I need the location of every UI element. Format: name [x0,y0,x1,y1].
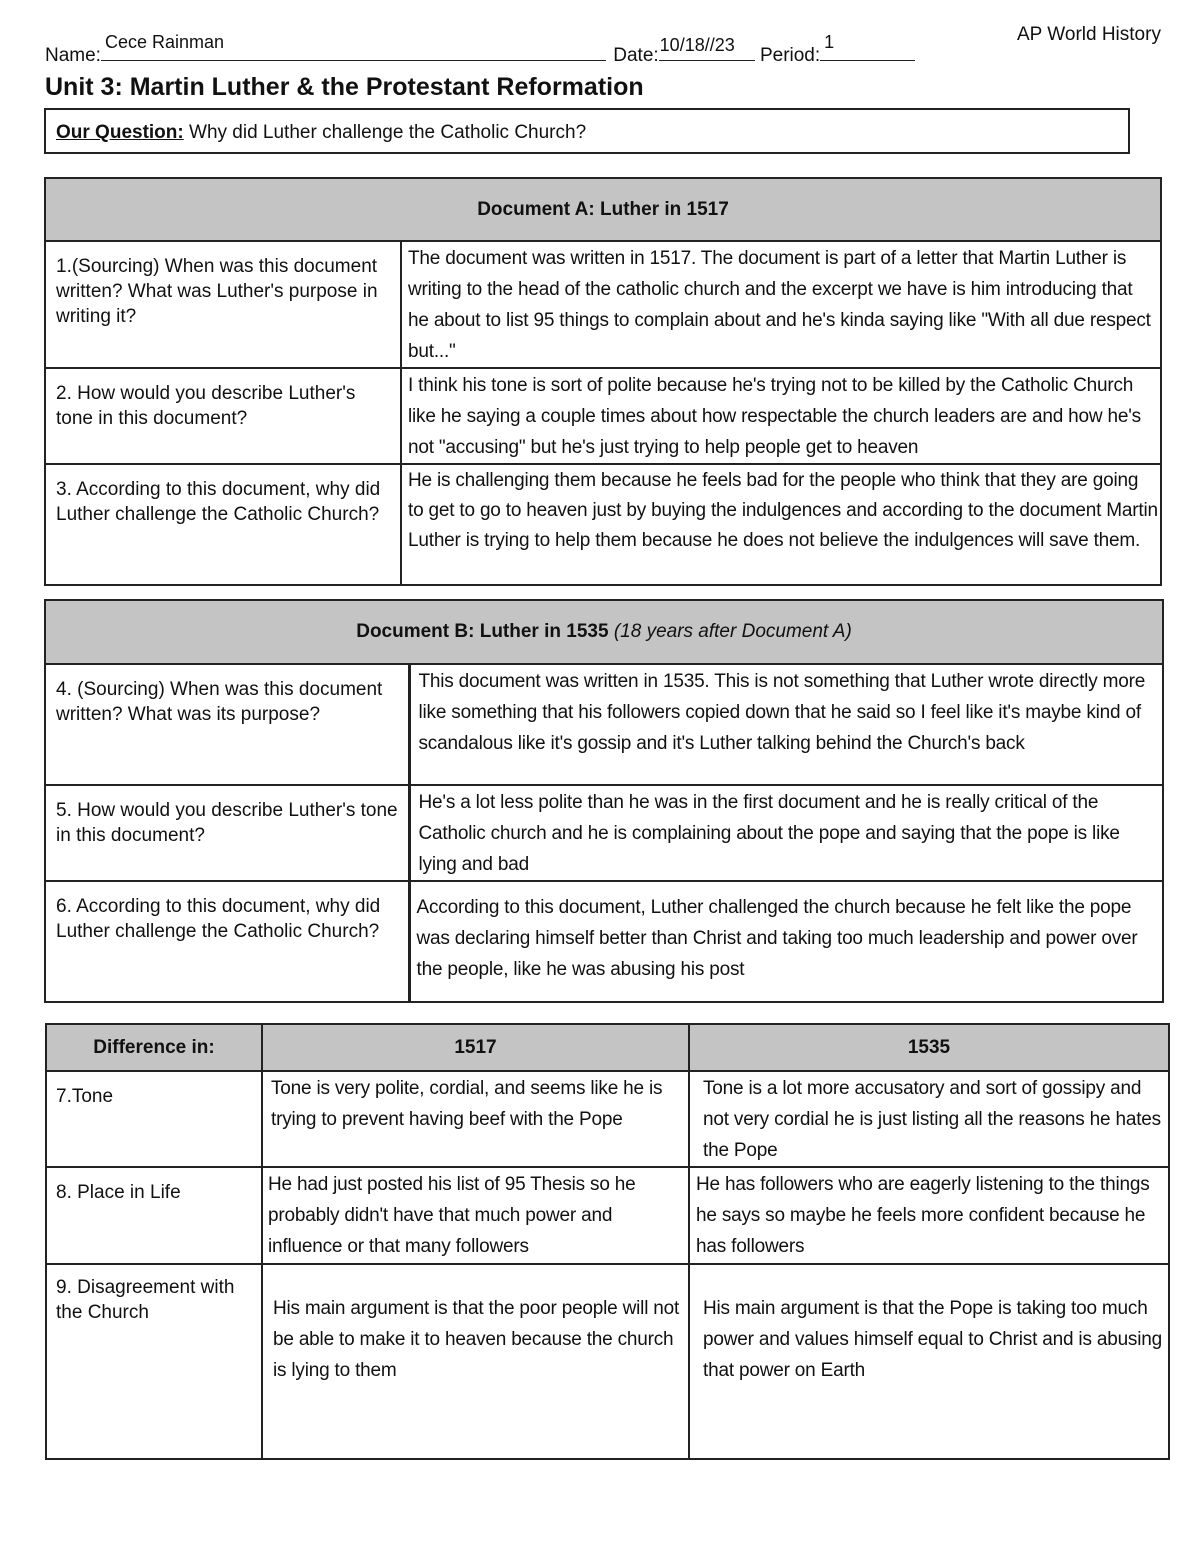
date-field[interactable] [659,35,755,61]
cell-1535-tone[interactable]: Tone is a lot more accusatory and sort of gossipy and not very cordial he is just listing all the reasons he hates the Pope [689,1071,1169,1167]
period-label: Period: [759,45,821,66]
row-label-place-in-life: 8. Place in Life [46,1167,262,1264]
answer-4[interactable]: This document was written in 1535. This is not something that Luther wrote directly more like something that his followers copied down that he said so I feel like it's maybe kind of scandalous like it's gossip and it's Luther talking behind the Church's back [409,664,1163,785]
answer-6[interactable]: According to this document, Luther challenged the church because he felt like the pope was declaring himself better than Christ and taking too much leadership and power over the people, like he was abusing his post [409,881,1163,1002]
guiding-question-box [44,108,1130,154]
question-2: 2. How would you describe Luther's tone in this document? [45,368,401,464]
document-b-heading [45,600,1163,664]
header-difference: Difference in: [46,1024,262,1071]
answer-5[interactable]: He's a lot less polite than he was in the first document and he is really critical of the Catholic church and he is complaining about the pope and saying that the pope is like lying and bad [409,785,1163,881]
answer-2[interactable]: I think his tone is sort of polite because he's trying not to be killed by the Catholic Church like he saying a couple times about how respectable the church leaders are and how he's not "accusing" but he's just trying to help people get to heaven [401,368,1161,464]
question-text: Why did Luther challenge the Catholic Church? [189,122,587,143]
answer-3[interactable]: He is challenging them because he feels bad for the people who think that they are going to get to go to heaven just by buying the indulgences and according to the document Martin Luther is trying to help them because he does not believe the indulgences will save them. [401,464,1161,585]
date-value: 10/18//23 [659,35,735,55]
document-b-table [44,599,1164,1003]
row-label-tone: 7.Tone [46,1071,262,1167]
header-1535: 1535 [689,1024,1169,1071]
cell-1535-place[interactable]: He has followers who are eagerly listening to the things he says so maybe he feels more confident because he has followers [689,1167,1169,1264]
cell-1517-tone[interactable]: Tone is very polite, cordial, and seems like he is trying to prevent having beef with the Pope [262,1071,689,1167]
question-3: 3. According to this document, why did Luther challenge the Catholic Church? [45,464,401,585]
name-value: Cece Rainman [104,32,225,52]
document-b-note: (18 years after Document A) [613,621,852,642]
course-label: AP World History [1017,24,1161,45]
row-label-disagreement: 9. Disagreement with the Church [46,1264,262,1459]
cell-1517-place[interactable]: He had just posted his list of 95 Thesis so he probably didn't have that much power and influence or that many followers [262,1167,689,1264]
name-field[interactable] [101,32,606,61]
page-title: Unit 3: Martin Luther & the Protestant Reformation [45,73,644,101]
date-label: Date: [613,45,659,66]
cell-1535-disagreement[interactable]: His main argument is that the Pope is taking too much power and values himself equal to Christ and is abusing that power on Earth [689,1264,1169,1459]
question-1: 1.(Sourcing) When was this document written? What was Luther's purpose in writing it? [45,241,401,368]
period-field[interactable] [820,32,915,61]
question-5: 5. How would you describe Luther's tone in this document? [45,785,409,881]
document-a-heading: Document A: Luther in 1517 [45,178,1161,241]
document-a-table [44,177,1162,586]
comparison-table [45,1023,1170,1460]
document-b-title: Document B: Luther in 1535 [356,621,609,642]
question-4: 4. (Sourcing) When was this document written? What was its purpose? [45,664,409,785]
student-info-line [45,32,915,67]
period-value: 1 [824,32,835,52]
header-1517: 1517 [262,1024,689,1071]
cell-1517-disagreement[interactable]: His main argument is that the poor people will not be able to make it to heaven because the church is lying to them [262,1264,689,1459]
name-label: Name: [45,45,101,66]
answer-1[interactable]: The document was written in 1517. The document is part of a letter that Martin Luther is writing to the head of the catholic church and the excerpt we have is him introducing that he about to list 95 things to complain about and he's kinda saying like "With all due respect but..." [401,241,1161,368]
question-6: 6. According to this document, why did Luther challenge the Catholic Church? [45,881,409,1002]
question-label: Our Question: [56,122,184,143]
